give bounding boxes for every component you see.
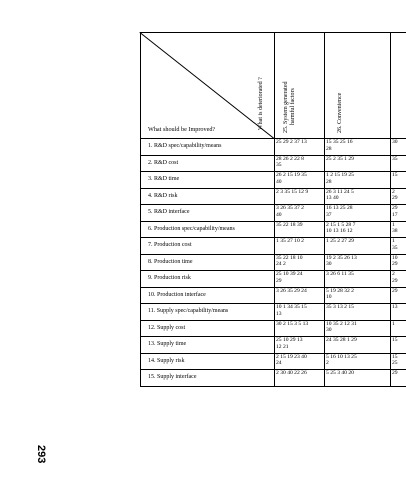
row-label: 5. R&D interface <box>148 209 190 215</box>
matrix-cell: 10 29 <box>392 254 398 268</box>
grid-line <box>140 386 406 387</box>
matrix-cell: 13 <box>392 304 398 310</box>
row-label: 3. R&D time <box>148 176 180 182</box>
grid-line <box>140 237 406 238</box>
row-label: 15. Supply interface <box>148 374 197 380</box>
matrix-cell: 16 13 25 28 37 <box>326 205 353 218</box>
matrix-cell: 3 26 6 11 35 <box>326 271 354 277</box>
matrix-cell: 25 2 35 1 29 <box>326 155 354 162</box>
matrix-cell: 25 10 39 24 29 <box>276 271 303 284</box>
matrix-cell: 2 30 40 22 26 <box>276 370 307 376</box>
matrix-cell: 29 <box>392 370 398 376</box>
matrix-cell: 10 1 34 35 15 13 <box>276 304 307 317</box>
grid-line <box>390 32 391 386</box>
matrix-cell: 26 2 15 19 35 40 <box>276 172 307 185</box>
grid-line <box>140 32 406 33</box>
row-label: 7. Production cost <box>148 242 192 248</box>
matrix-cell: 15 25 <box>392 353 398 367</box>
matrix-cell: 26 3 11 24 5 13 40 <box>326 188 354 202</box>
matrix-cell: 5 25 3 40 20 <box>326 370 354 376</box>
column-header-25-line1: 25. System generated <box>283 81 289 133</box>
grid-line <box>140 270 406 271</box>
row-label: 4. R&D risk <box>148 192 178 199</box>
grid-line <box>324 32 325 386</box>
matrix-cell: 30 <box>392 139 398 145</box>
grid-line <box>140 221 406 222</box>
matrix-cell: 1 25 2 27 29 <box>326 238 354 244</box>
matrix-cell: 5 16 10 13 25 2 <box>326 353 357 367</box>
matrix-cell: 1 35 <box>392 238 398 251</box>
grid-line <box>140 353 406 354</box>
matrix-cell: 3 26 35 37 2 40 <box>276 205 304 218</box>
page-number: 293 <box>35 445 47 464</box>
row-label: 1. R&D spec/capability/means <box>148 143 222 149</box>
row-label: 12. Supply cost <box>148 324 186 331</box>
row-label: 2. R&D cost <box>148 159 179 166</box>
matrix-cell: 15 <box>392 337 398 343</box>
matrix-cell: 2 29 <box>392 188 398 202</box>
matrix-cell: 1 <box>392 320 397 327</box>
matrix-cell: 29 17 <box>392 205 398 218</box>
row-label: 10. Production interface <box>148 291 206 298</box>
matrix-cell: 35 <box>392 155 398 162</box>
matrix-cell: 1 2 15 19 25 28 <box>326 172 354 185</box>
matrix-cell: 15 <box>392 172 398 178</box>
grid-line <box>140 336 406 337</box>
grid-line <box>140 204 406 205</box>
column-header-26: 26. Convenience <box>337 92 343 133</box>
matrix-cell: 2 3 35 15 12 9 <box>276 188 309 195</box>
matrix-cell: 10 35 2 12 31 30 <box>326 320 357 334</box>
matrix-cell: 28 26 2 22 8 35 <box>276 155 304 169</box>
row-label: 13. Supply time <box>148 341 187 347</box>
grid-line <box>274 32 275 386</box>
grid-line <box>140 171 406 172</box>
grid-line <box>140 32 141 386</box>
matrix-cell: 35 3 13 2 15 <box>326 304 354 310</box>
matrix-cell: 19 2 35 26 13 30 <box>326 254 357 268</box>
matrix-cell: 3 26 35 29 24 <box>276 287 307 294</box>
matrix-cell: 2 15 1 5 28 7 10 13 16 12 <box>326 221 356 235</box>
grid-line <box>140 155 406 156</box>
corner-diagonal <box>139 32 274 139</box>
matrix-cell: 25 29 2 37 13 <box>276 139 307 145</box>
matrix-cell: 5 19 28 32 2 10 <box>326 287 354 301</box>
matrix-cell: 2 15 19 23 40 24 <box>276 353 307 367</box>
matrix-cell: 30 2 15 3 5 13 <box>276 320 309 327</box>
column-header-25-line2: harmful factors <box>290 88 296 125</box>
row-label: 9. Production risk <box>148 275 191 281</box>
contradiction-matrix-table <box>140 32 406 386</box>
matrix-cell: 2 29 <box>392 271 398 284</box>
row-label: 8. Production time <box>148 258 193 265</box>
matrix-cell: 1 35 27 10 2 <box>276 238 304 244</box>
corner-improved-label: What should be Improved? <box>148 126 216 133</box>
grid-line <box>140 287 406 288</box>
row-label: 14. Supply risk <box>148 357 185 364</box>
corner-deteriorated-label: What is deteriorated ? <box>258 77 264 130</box>
row-label: 11. Supply spec/capability/means <box>148 308 229 314</box>
matrix-cell: 25 10 29 13 12 21 <box>276 337 303 350</box>
matrix-cell: 24 35 28 1 29 <box>326 337 357 343</box>
matrix-cell: 15 35 25 16 28 <box>326 139 353 152</box>
grid-line <box>140 188 406 189</box>
grid-line <box>140 369 406 370</box>
matrix-cell: 35 22 18 39 <box>276 221 303 228</box>
matrix-cell: 1 38 <box>392 221 398 235</box>
grid-line <box>140 303 406 304</box>
grid-line <box>140 320 406 321</box>
matrix-cell: 29 <box>392 287 398 294</box>
matrix-cell: 35 22 18 10 24 2 <box>276 254 303 268</box>
row-label: 6. Production spec/capability/means <box>148 225 235 232</box>
grid-line <box>140 254 406 255</box>
